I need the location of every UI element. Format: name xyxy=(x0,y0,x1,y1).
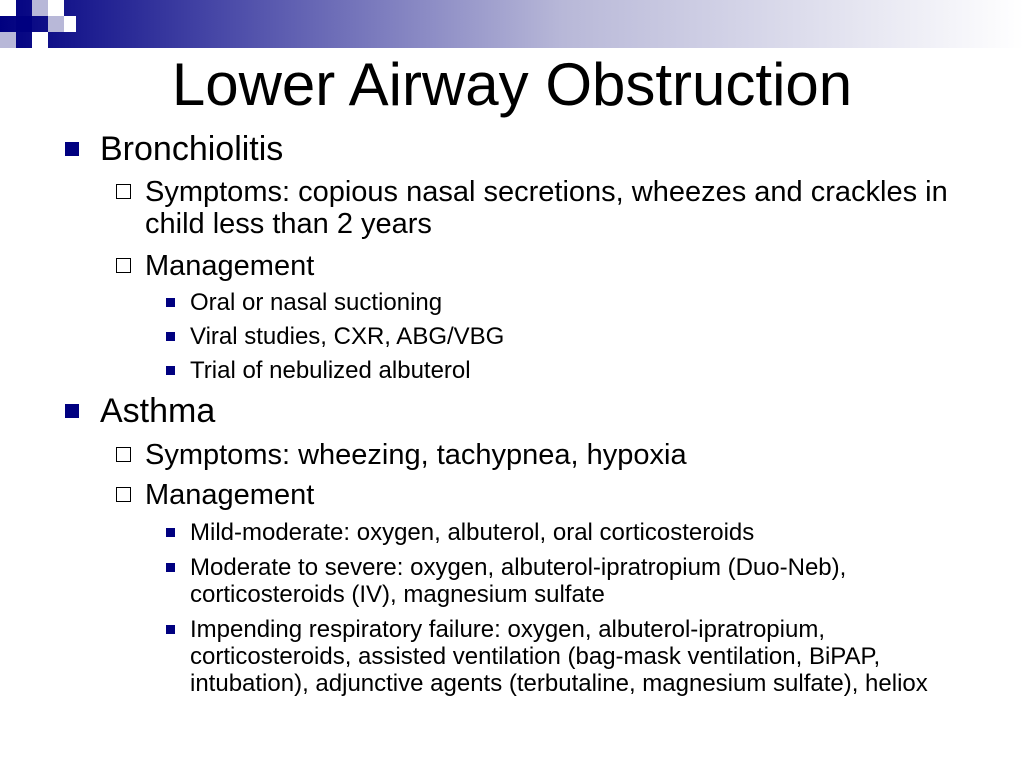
square-bullet-icon xyxy=(166,332,175,341)
square-bullet-icon xyxy=(166,528,175,537)
list-subitem: Trial of nebulized albuterol xyxy=(190,357,980,384)
list-subitem: Impending respiratory failure: oxygen, albuterol-ipratropium, corticosteroids, assisted ventilation (bag-mask ventilation, BiPAP, intubation), adjunctive agents (terbutaline, magnesium sulfate), heliox xyxy=(190,616,960,697)
header-gradient-bar xyxy=(0,0,1024,48)
slide-title: Lower Airway Obstruction xyxy=(171,51,853,118)
square-bullet-icon xyxy=(65,404,79,418)
list-subitem: Mild-moderate: oxygen, albuterol, oral corticosteroids xyxy=(190,519,980,546)
list-subitem: Viral studies, CXR, ABG/VBG xyxy=(190,323,980,350)
square-bullet-icon xyxy=(166,298,175,307)
hollow-square-bullet-icon xyxy=(116,184,131,199)
list-subitem: Oral or nasal suctioning xyxy=(190,289,980,316)
list-item: Management xyxy=(145,250,965,282)
list-subitem: Moderate to severe: oxygen, albuterol-ipratropium (Duo-Neb), corticosteroids (IV), magnesium sulfate xyxy=(190,554,920,608)
hollow-square-bullet-icon xyxy=(116,447,131,462)
list-item: Management xyxy=(145,479,965,511)
square-bullet-icon xyxy=(166,366,175,375)
square-bullet-icon xyxy=(166,563,175,572)
square-bullet-icon xyxy=(166,625,175,634)
list-item: Symptoms: copious nasal secretions, wheezes and crackles in child less than 2 years xyxy=(145,176,965,240)
section-heading-bronchiolitis: Bronchiolitis xyxy=(100,130,283,168)
hollow-square-bullet-icon xyxy=(116,487,131,502)
hollow-square-bullet-icon xyxy=(116,258,131,273)
section-heading-asthma: Asthma xyxy=(100,392,215,430)
square-bullet-icon xyxy=(65,142,79,156)
list-item: Symptoms: wheezing, tachypnea, hypoxia xyxy=(145,439,965,471)
